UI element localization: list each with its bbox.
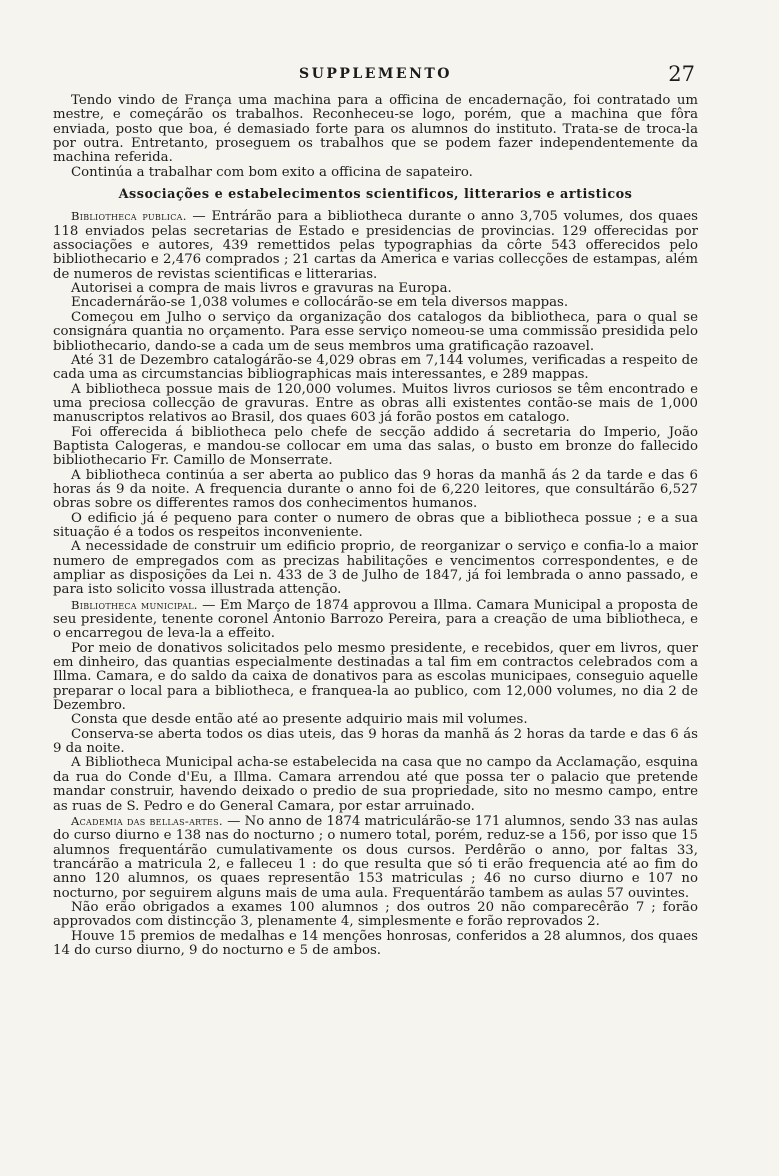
body-text: [53, 94, 698, 958]
paragraph: Houve 15 premios de medalhas e 14 menções honrosas, conferidos a 28 alumnos, dos quaes 14 do curso diurno, 9 do nocturno e 5 de ambos.: [53, 928, 698, 958]
entry-label: Bibliotheca municipal.: [71, 597, 198, 612]
paragraph: A necessidade de construir um edificio proprio, de reorganizar o serviço e confia-lo a maior numero de empregados com as precizas habilitações e vencimentos correspondentes, e de ampliar as disposições da Lei n. 433 de 3 de Julho de 1847, já foi lembrada o anno passado, e para isto solicito vossa illustrada attenção.: [53, 539, 698, 598]
paragraph: Tendo vindo de França uma machina para a officina de encadernação, foi contratado um mestre, e começárão os trabalhos. Reconheceu-se logo, porém, que a machina que fôra enviada, posto que boa, é demasiado forte para os alumnos do instituto. Trata-se de troca-la por outra. Entretanto, proseguem os trabalhos que se podem fazer independentemente da machina referida.: [53, 93, 698, 166]
paragraph: A bibliotheca continúa a ser aberta ao publico das 9 horas da manhã ás 2 da tarde e das 6 horas ás 9 da noite. A frequencia durante o anno foi de 6,220 leitores, que consultárão 6,527 obras sobre os differentes ramos dos conhecimentos humanos.: [53, 467, 698, 512]
entry-text: — Entrárão para a bibliotheca durante o anno 3,705 volumes, dos quaes 118 enviados pelas secretarias de Estado e presidencias de provincias. 129 offerecidas por associações e autores, 439 remettidos pelas typographias da côrte 543 offerecidos pelo bibliothecario e 2,476 comprados ; 21 cartas da America e varias collecções de estampas, além de numeros de revistas scientificas e litterarias.: [53, 209, 698, 282]
entry-paragraph: [53, 814, 698, 901]
paragraph: Encadernárão-se 1,038 volumes e collocárão-se em tela diversos mappas.: [71, 295, 569, 311]
entry-paragraph: [53, 209, 698, 282]
paragraph: Até 31 de Dezembro catalogárão-se 4,029 obras em 7,144 volumes, verificadas a respeito de cada uma as circumstancias bibliographicas mais interessantes, e 289 mappas.: [53, 352, 698, 383]
section-heading: Associações e estabelecimentos scientificos, litterarios e artisticos: [118, 187, 633, 203]
entry-label: Bibliotheca publica.: [71, 209, 187, 224]
entry-text: — Em Março de 1874 approvou a Illma. Camara Municipal a proposta de seu presidente, tenente coronel Antonio Barrozo Pereira, para a creação de uma bibliotheca, e o encarregou de leva-la a effeito.: [53, 597, 698, 642]
paragraph: Começou em Julho o serviço da organização dos catalogos da bibliotheca, para o qual se consignára quantia no orçamento. Para esse serviço nomeou-se uma commissão presidida pelo bibliothecario, dando-se a cada um de seus membros uma gratificação razoavel.: [53, 309, 698, 354]
paragraph: Conserva-se aberta todos os dias uteis, das 9 horas da manhã ás 2 horas da tarde e das 6 ás 9 da noite.: [53, 726, 698, 757]
page-header: [56, 62, 695, 88]
paragraph: A Bibliotheca Municipal acha-se estabelecida na casa que no campo da Acclamação, esquina da rua do Conde d'Eu, a Illma. Camara arrendou até que possa ter o palacio que pretende mandar construir, havendo deixado o predio de sua propriedade, sito no mesmo campo, entre as ruas de S. Pedro e do General Camara, por estar arruinado.: [53, 755, 698, 814]
paragraph: Continúa a trabalhar com bom exito a officina de sapateiro.: [71, 164, 473, 180]
paragraph: Não erão obrigados a exames 100 alumnos ; dos outros 20 não comparecêrão 7 ; forão approvados com distincção 3, plenamente 4, simplesmente e forão reprovados 2.: [53, 899, 698, 930]
paragraph: Consta que desde então até ao presente adquirio mais mil volumes.: [71, 712, 528, 728]
entry-paragraph: [53, 598, 698, 642]
paragraph: Foi offerecida á bibliotheca pelo chefe de secção addido á secretaria do Imperio, João Baptista Calogeras, e mandou-se collocar em uma das salas, o busto em bronze do fallecido bibliothecario Fr. Camillo de Monserrate.: [53, 424, 698, 469]
paragraph: A bibliotheca possue mais de 120,000 volumes. Muitos livros curiosos se têm encontrado e uma preciosa collecção de gravuras. Entre as obras alli existentes contão-se mais de 1,000 manuscriptos relativos ao Brasil, dos quaes 603 já forão postos em catalogo.: [53, 381, 698, 426]
running-title: SUPPLEMENTO: [299, 66, 452, 82]
entry-label: Academia das bellas-artes.: [71, 813, 223, 828]
entry-text: — No anno de 1874 matriculárão-se 171 alumnos, sendo 33 nas aulas do curso diurno e 138 nas do nocturno ; o numero total, porém, reduz-se a 156, por isso que 15 alumnos frequentárão cumulativamente os dous cursos. Perdêrão o anno, por faltas 33, trancárão a matricula 2, e falleceu 1 : do que resulta que só ti erão frequencia até ao fim do anno 120 alumnos, os quaes representão 153 matriculas ; 46 no curso diurno e 107 no nocturno, por seguirem alguns mais de uma aula. Frequentárão tambem as aulas 57 ouvintes.: [53, 813, 699, 901]
page-number: 27: [668, 62, 695, 86]
paragraph: Por meio de donativos solicitados pelo mesmo presidente, e recebidos, quer em livros, quer em dinheiro, das quantias especialmente destinadas a tal fim em contractos celebrados com a Illma. Camara, e do saldo da caixa de donativos para as escolas municipaes, conseguio aquelle preparar o local para a bibliotheca, e franquea-la ao publico, com 12,000 volumes, no dia 2 de Dezembro.: [53, 640, 698, 714]
paragraph: O edificio já é pequeno para conter o numero de obras que a bibliotheca possue ; e a sua situação é a todos os respeitos inconveniente.: [53, 510, 698, 540]
paragraph: Autorisei a compra de mais livros e gravuras na Europa.: [71, 281, 452, 297]
